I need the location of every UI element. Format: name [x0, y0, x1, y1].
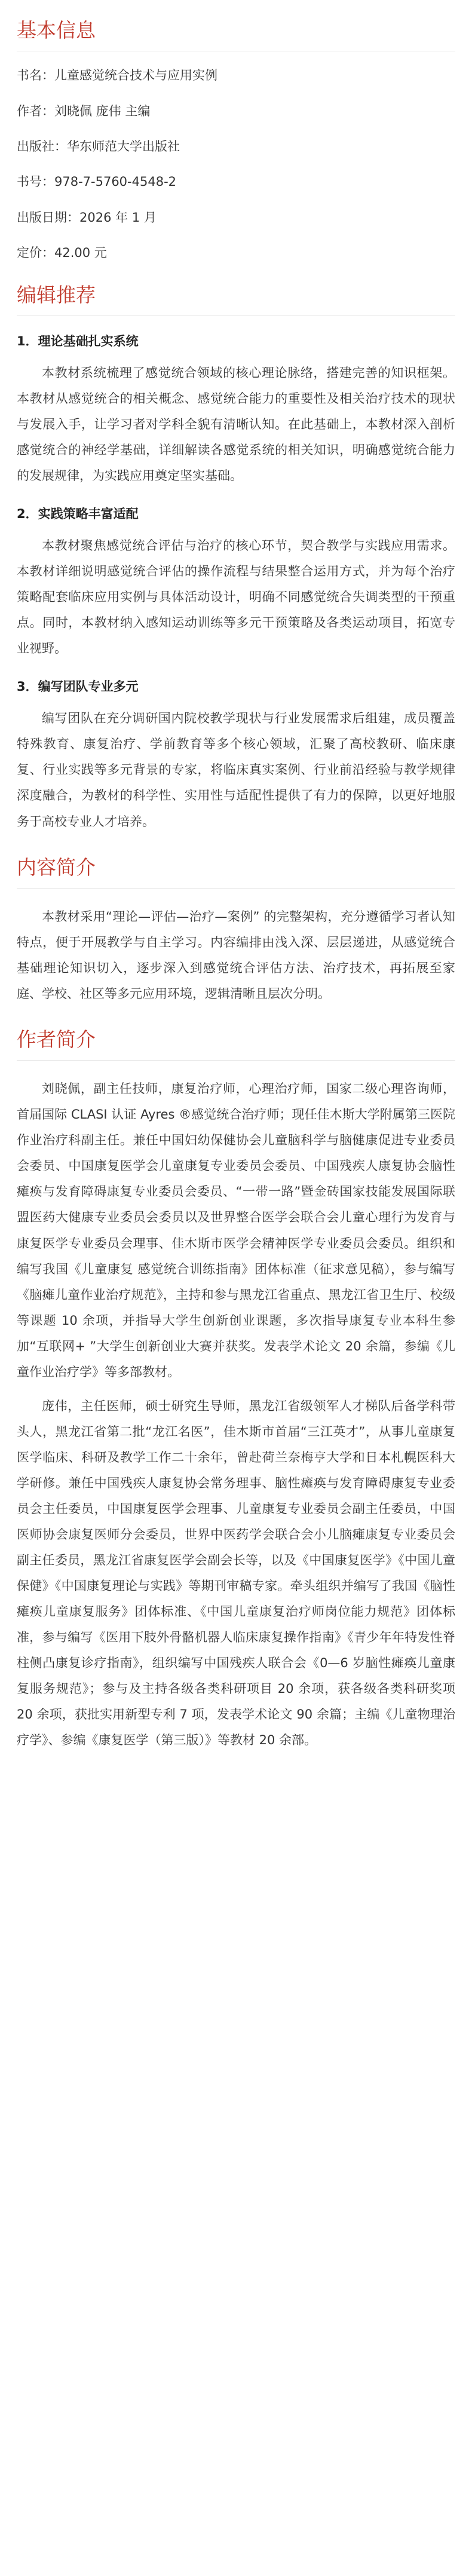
- editor-recommendation-title: 编辑推荐: [17, 283, 96, 307]
- publish-date-line: 出版日期：2026 年 1 月: [17, 210, 157, 225]
- section-divider: [17, 888, 455, 889]
- content-summary-text: 本教材采用“理论—评估—治疗—案例” 的完整架构，充分遵循学习者认知特点，便于开展教学与自主学习。内容编排由浅入深、层层递进，从感觉统合基础理论知识切入，逐步深入到感觉统合评估方法、治疗技术，再拓展至家庭、学校、社区等多元应用环境，逻辑清晰且层次分明。: [17, 909, 455, 1001]
- content-summary-title: 内容简介: [17, 855, 96, 879]
- author-bio-paragraph: 庞伟，主任医师，硕士研究生导师，黑龙江省级领军人才梯队后备学科带头人，黑龙江省第二批“龙江名医”，佳木斯市首届“三江英才”，从事儿童康复医学临床、科研及教学工作二十余年，曾赴荷兰奈梅亨大学和日本札幌医科大学研修。兼任中国残疾人康复协会常务理事、脑性瘫痪与发育障碍康复专业委员会主任委员，中国康复医学会理事、儿童康复专业委员会副主任委员，中国医师协会康复医师分会委员，世界中医药学会联合会小儿脑瘫康复专业委员会副主任委员，黑龙江省康复医学会副会长等，以及《中国康复医学》《中国儿童保健》《中国康复理论与实践》等期刊审稿专家。牵头组织并编写了我国《脑性瘫痪儿童康复服务》团体标准、《中国儿童康复治疗师岗位能力规范》团体标准，参与编写《医用下肢外骨骼机器人临床康复操作指南》《青少年年特发性脊柱侧凸康复诊疗指南》，组织编写中国残疾人联合会《0—6 岁脑性瘫痪儿童康复服务规范》；参与及主持各级各类科研项目 20 余项，获各级各类科研奖项 20 余项，获批实用新型专利 7 项，发表学术论文 90 余篇；主编《儿童物理治疗学》、参编《康复医学（第三版）》等教材 20 余部。: [17, 1398, 455, 1748]
- author-intro-title: 作者简介: [17, 1027, 96, 1051]
- editor-recommendation-section: [17, 283, 455, 835]
- basic-info-title: 基本信息: [17, 19, 96, 42]
- recommend-item-heading: 3．编写团队专业多元: [17, 679, 139, 694]
- recommend-item-text: 本教材系统梳理了感觉统合领域的核心理论脉络，搭建完善的知识框架。本教材从感觉统合的相关概念、感觉统合能力的重要性及相关治疗技术的现状与发展入手，让学习者对学科全貌有清晰认知。在此基础上，本教材深入剖析感觉统合的神经学基础，详细解读各感觉系统的相关知识，明确感觉统合能力的发展规律，为实践应用奠定坚实基础。: [17, 365, 455, 483]
- book-title-line: 书名：儿童感觉统合技术与应用实例: [17, 68, 217, 83]
- authors-line: 作者：刘晓佩 庞伟 主编: [17, 103, 151, 118]
- section-divider: [17, 1060, 455, 1061]
- author-bio-paragraph: 刘晓佩，副主任技师，康复治疗师，心理治疗师，国家二级心理咨询师，首届国际 CLASI 认证 Ayres ®感觉统合治疗师；现任佳木斯大学附属第三医院作业治疗科副主任。兼任中国妇幼保健协会儿童脑科学与脑健康促进专业委员会委员、中国康复医学会儿童康复专业委员会委员、中国残疾人康复协会脑性瘫痪与发育障碍康复专业委员会委员、“一带一路”暨金砖国家技能发展国际联盟医药大健康专业委员会委员以及世界整合医学会联合会儿童心理行为发育与康复医学专业委员会理事、佳木斯市医学会精神医学专业委员会委员。组织和编写我国《儿童康复 感觉统合训练指南》团体标准（征求意见稿），参与编写《脑瘫儿童作业治疗规范》，主持和参与黑龙江省重点、黑龙江省卫生厅、校级等课题 10 余项，并指导大学生创新创业课题，多次指导康复专业本科生参加“互联网+ ”大学生创新创业大赛并获奖。发表学术论文 20 余篇，参编《儿童作业治疗学》等多部教材。: [17, 1082, 455, 1379]
- content-summary-section: [17, 855, 455, 1007]
- basic-info-section: [17, 18, 455, 262]
- price-line: 定价：42.00 元: [17, 246, 107, 261]
- recommend-item-text: 编写团队在充分调研国内院校教学现状与行业发展需求后组建，成员覆盖特殊教育、康复治疗、学前教育等多个核心领域，汇聚了高校教研、临床康复、行业实践等多元背景的专家，将临床真实案例、行业前沿经验与教学规律深度融合，为教材的科学性、实用性与适配性提供了有力的保障，以更好地服务于高校专业人才培养。: [17, 711, 455, 829]
- recommend-item-heading: 1．理论基础扎实系统: [17, 333, 139, 348]
- author-intro-section: [17, 1027, 455, 1753]
- recommend-item-heading: 2．实践策略丰富适配: [17, 507, 139, 522]
- isbn-line: 书号：978-7-5760-4548-2: [17, 174, 177, 189]
- recommend-item-text: 本教材聚焦感觉统合评估与治疗的核心环节，契合教学与实践应用需求。本教材详细说明感觉统合评估的操作流程与结果整合运用方式，并为每个治疗策略配套临床应用实例与具体活动设计，明确不同感觉统合失调类型的干预重点。同时，本教材纳入感知运动训练等多元干预策略及各类运动项目，拓宽专业视野。: [17, 538, 455, 656]
- publisher-line: 出版社：华东师范大学出版社: [17, 139, 180, 154]
